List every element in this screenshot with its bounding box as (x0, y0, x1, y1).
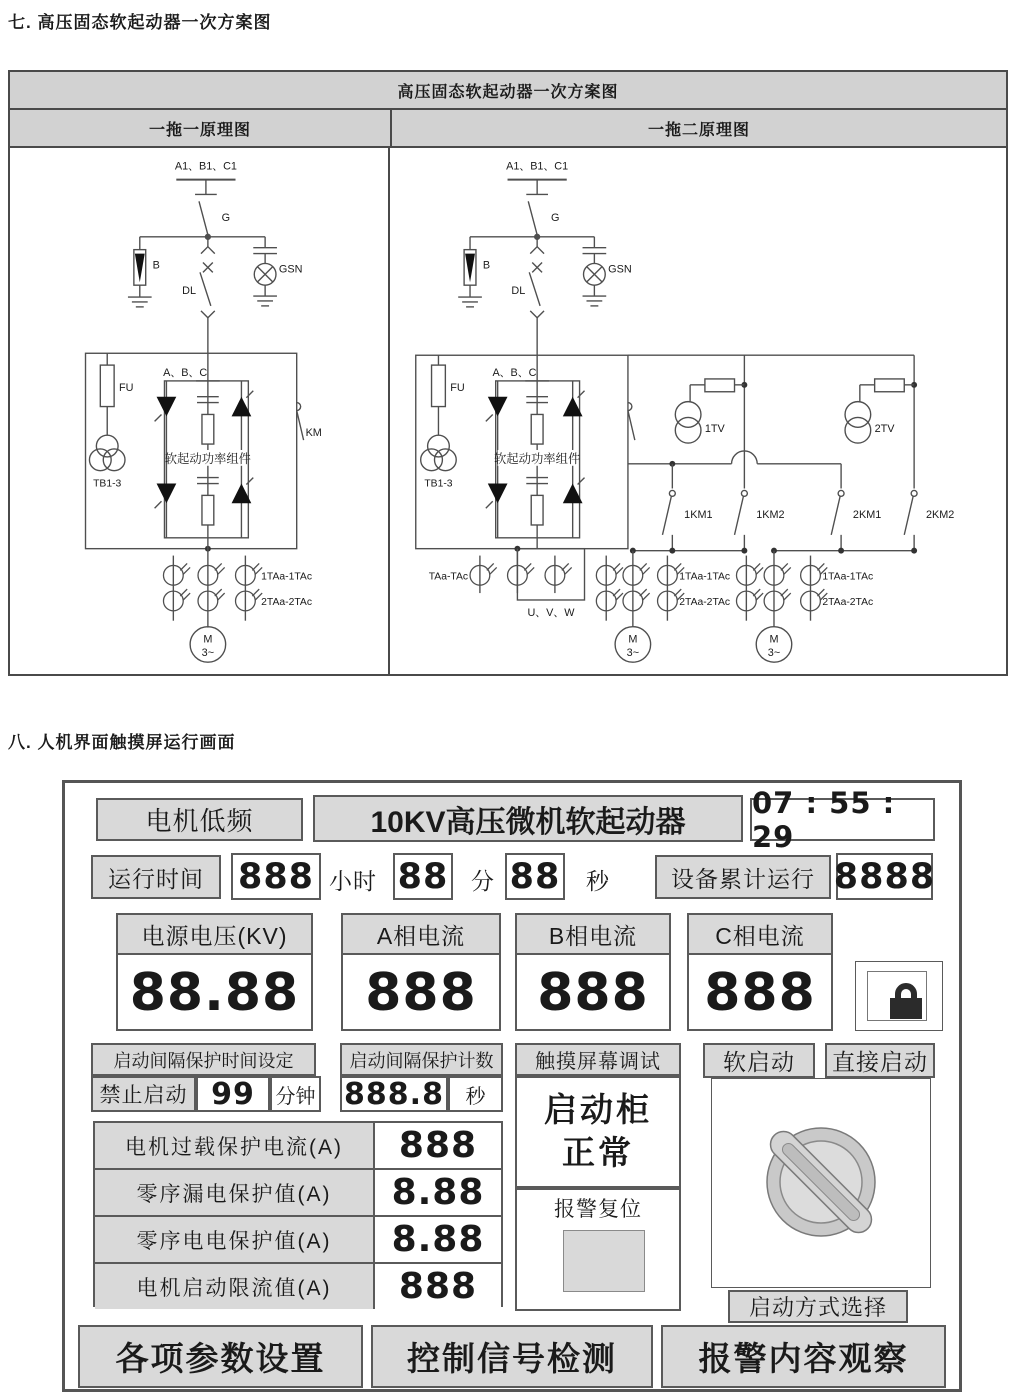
meter-voltage (116, 913, 313, 1031)
section8-title: 八. 人机界面触摸屏运行画面 (8, 733, 236, 752)
m2-ct1-label: 1TAa-1TAc (822, 571, 874, 583)
runtime-seconds-unit: 秒 (586, 868, 610, 894)
disconnect-switch-g (528, 201, 539, 239)
interval-protection-header: 启动间隔保护时间设定 (91, 1043, 316, 1076)
motor1-m-label: M (628, 633, 638, 646)
tb-label: TB1-3 (93, 478, 122, 490)
rotary-switch[interactable] (712, 1079, 929, 1286)
tb-label: TB1-3 (424, 478, 453, 490)
module-label: 软起动功率组件 (493, 451, 581, 466)
tv2-label: 2TV (874, 423, 895, 436)
km1b-label: 1KM2 (756, 509, 785, 522)
contactor-2km1 (831, 490, 844, 550)
phase-label: A、B、C (492, 366, 537, 379)
lamp-gsn (253, 237, 277, 306)
interval-counter-value: 888.8 (340, 1076, 448, 1112)
breaker-label: DL (182, 285, 197, 298)
column-header-one-drive-two: 一拖二原理图 (647, 121, 750, 139)
meter-current-a-value: 888 (365, 963, 477, 1023)
lamp-gsn (583, 237, 607, 306)
arrester-b (458, 237, 482, 307)
bypass-contactor-km (297, 403, 304, 441)
fuse-fu (432, 355, 446, 435)
total-runtime-value: 8888 (836, 853, 933, 900)
one-drive-one-cell (10, 148, 390, 674)
meter-current-b-label: B相电流 (517, 915, 669, 955)
m1-ct1-label: 1TAa-1TAc (679, 571, 731, 583)
meter-current-c-value: 888 (704, 963, 816, 1023)
hmi-panel (62, 780, 962, 1392)
one-drive-two-diagram (390, 148, 1006, 674)
phase-label: A、B、C (163, 366, 208, 379)
arrester-b (128, 237, 152, 307)
km2b-label: 2KM2 (925, 509, 955, 522)
lock-icon (868, 972, 925, 1019)
disconnect-switch-g (199, 201, 210, 239)
bus-label: A1、B1、C1 (506, 160, 569, 173)
switch-g-label: G (550, 212, 560, 225)
cabinet-status-box (515, 1076, 681, 1188)
transformer-tb1-3 (89, 435, 125, 471)
start-current-limit-value: 888 (375, 1264, 501, 1309)
runtime-minutes-value: 88 (393, 853, 453, 900)
protection-table (93, 1121, 503, 1307)
meter-current-a-label: A相电流 (343, 915, 499, 955)
alarm-reset-button[interactable] (563, 1230, 645, 1292)
overload-protect-value: 888 (375, 1123, 501, 1168)
zero-seq-leak-value: 8.88 (375, 1170, 501, 1215)
meter-current-b-value: 888 (537, 963, 649, 1023)
meter-voltage-value: 88.88 (129, 963, 300, 1023)
transformer-tb1-3 (421, 435, 457, 471)
tv2-branch (845, 355, 917, 488)
switch-g-label: G (221, 212, 231, 225)
breaker-dl (200, 237, 215, 381)
km-label: KM (305, 427, 322, 440)
current-transformers (163, 556, 262, 621)
start-current-limit-label: 电机启动限流值(A) (95, 1264, 375, 1309)
soft-start-button[interactable]: 软启动 (703, 1043, 815, 1078)
overload-protect-label: 电机过载保护电流(A) (95, 1123, 375, 1168)
start-mode-switch-box (711, 1078, 931, 1288)
breaker-label: DL (511, 285, 526, 298)
km1a-label: 1KM1 (684, 509, 713, 522)
scheme-table-body (10, 148, 1006, 674)
interval-counter-header: 启动间隔保护计数 (340, 1043, 503, 1076)
start-mode-label: 启动方式选择 (728, 1290, 908, 1323)
runtime-seconds-value: 88 (505, 853, 565, 900)
table-row (95, 1264, 501, 1309)
contactor-1km2 (735, 490, 748, 550)
zero-seq-volt-label: 零序电电保护值(A) (95, 1217, 375, 1262)
incoming-bus (508, 180, 567, 195)
breaker-dl (529, 237, 544, 381)
scheme-table (8, 70, 1008, 676)
lamp-label: GSN (608, 263, 632, 276)
motor1-phase-label: 3~ (626, 647, 640, 660)
runtime-hours-unit: 小时 (329, 868, 377, 894)
alarm-reset-box (515, 1188, 681, 1311)
alarm-reset-label: 报警复位 (554, 1198, 642, 1221)
output-node (205, 538, 211, 628)
meter-current-c (687, 913, 833, 1031)
hmi-title: 10KV高压微机软起动器 (313, 795, 743, 842)
table-row (95, 1170, 501, 1217)
control-signal-button[interactable]: 控制信号检测 (371, 1325, 653, 1388)
ct2-label: 2TAa-2TAc (261, 596, 313, 608)
one-drive-two-cell (390, 148, 1006, 674)
zero-seq-leak-label: 零序漏电保护值(A) (95, 1170, 375, 1215)
motor2-m-label: M (769, 633, 779, 646)
clock-display: 07 : 55 : 29 (750, 798, 935, 841)
contactor-2km2 (904, 490, 917, 550)
forbid-start-label: 禁止启动 (91, 1076, 196, 1112)
fuse-label: FU (119, 381, 134, 394)
meter-voltage-label: 电源电压(KV) (118, 915, 311, 955)
out-ct-label: TAa-TAc (428, 571, 469, 583)
table-row (95, 1123, 501, 1170)
cabinet-status-line1: 启动柜 (544, 1091, 652, 1129)
bypass-contactor (628, 403, 635, 441)
forbid-start-value: 99 (196, 1076, 270, 1112)
cabinet-status-line2: 正常 (562, 1134, 634, 1171)
runtime-label: 运行时间 (91, 855, 221, 899)
ct1-label: 1TAa-1TAc (261, 571, 313, 583)
runtime-hours-value: 888 (231, 853, 321, 900)
module-label: 软起动功率组件 (164, 451, 252, 466)
motor-low-freq-button[interactable]: 电机低频 (96, 798, 303, 841)
meter-current-b (515, 913, 671, 1031)
tv1-branch (675, 355, 747, 488)
touch-debug-header[interactable]: 触摸屏幕调试 (515, 1043, 681, 1076)
scheme-table-title: 高压固态软起动器一次方案图 (10, 72, 1006, 110)
motor2-phase-label: 3~ (767, 647, 781, 660)
one-drive-one-diagram (10, 148, 388, 674)
forbid-start-unit: 分钟 (270, 1076, 321, 1112)
distribution-line (628, 451, 841, 489)
incoming-bus (176, 180, 235, 195)
fuse-fu (100, 353, 114, 435)
section7-title: 七. 高压固态软起动器一次方案图 (8, 13, 272, 32)
table-row (95, 1217, 501, 1264)
output-ct-group (470, 538, 584, 600)
km2a-label: 2KM1 (852, 509, 882, 522)
scheme-table-headers (10, 110, 1006, 148)
motor-phase-label: 3~ (201, 647, 215, 660)
tv1-label: 1TV (704, 423, 725, 436)
keylock-inner-frame (867, 971, 927, 1021)
runtime-minutes-unit: 分 (471, 868, 495, 894)
interval-counter-unit: 秒 (448, 1076, 503, 1112)
motor-m-label: M (203, 633, 213, 646)
m2-ct2-label: 2TAa-2TAc (822, 596, 874, 608)
direct-start-button[interactable]: 直接启动 (825, 1043, 935, 1078)
keylock-box[interactable] (855, 961, 943, 1031)
zero-seq-volt-value: 8.88 (375, 1217, 501, 1262)
total-runtime-label: 设备累计运行 (655, 855, 831, 899)
column-header-one-drive-one: 一拖一原理图 (10, 110, 392, 146)
meter-current-a (341, 913, 501, 1031)
contactor-1km1 (662, 490, 675, 550)
uvw-label: U、V、W (527, 606, 575, 619)
m1-ct2-label: 2TAa-2TAc (679, 596, 731, 608)
alarm-view-button[interactable]: 报警内容观察 (661, 1325, 946, 1388)
lamp-label: GSN (278, 263, 303, 276)
arrester-label: B (482, 259, 491, 272)
arrester-label: B (152, 259, 160, 272)
bus-label: A1、B1、C1 (174, 160, 237, 173)
param-settings-button[interactable]: 各项参数设置 (78, 1325, 363, 1388)
meter-current-c-label: C相电流 (689, 915, 831, 955)
fuse-label: FU (450, 381, 465, 394)
